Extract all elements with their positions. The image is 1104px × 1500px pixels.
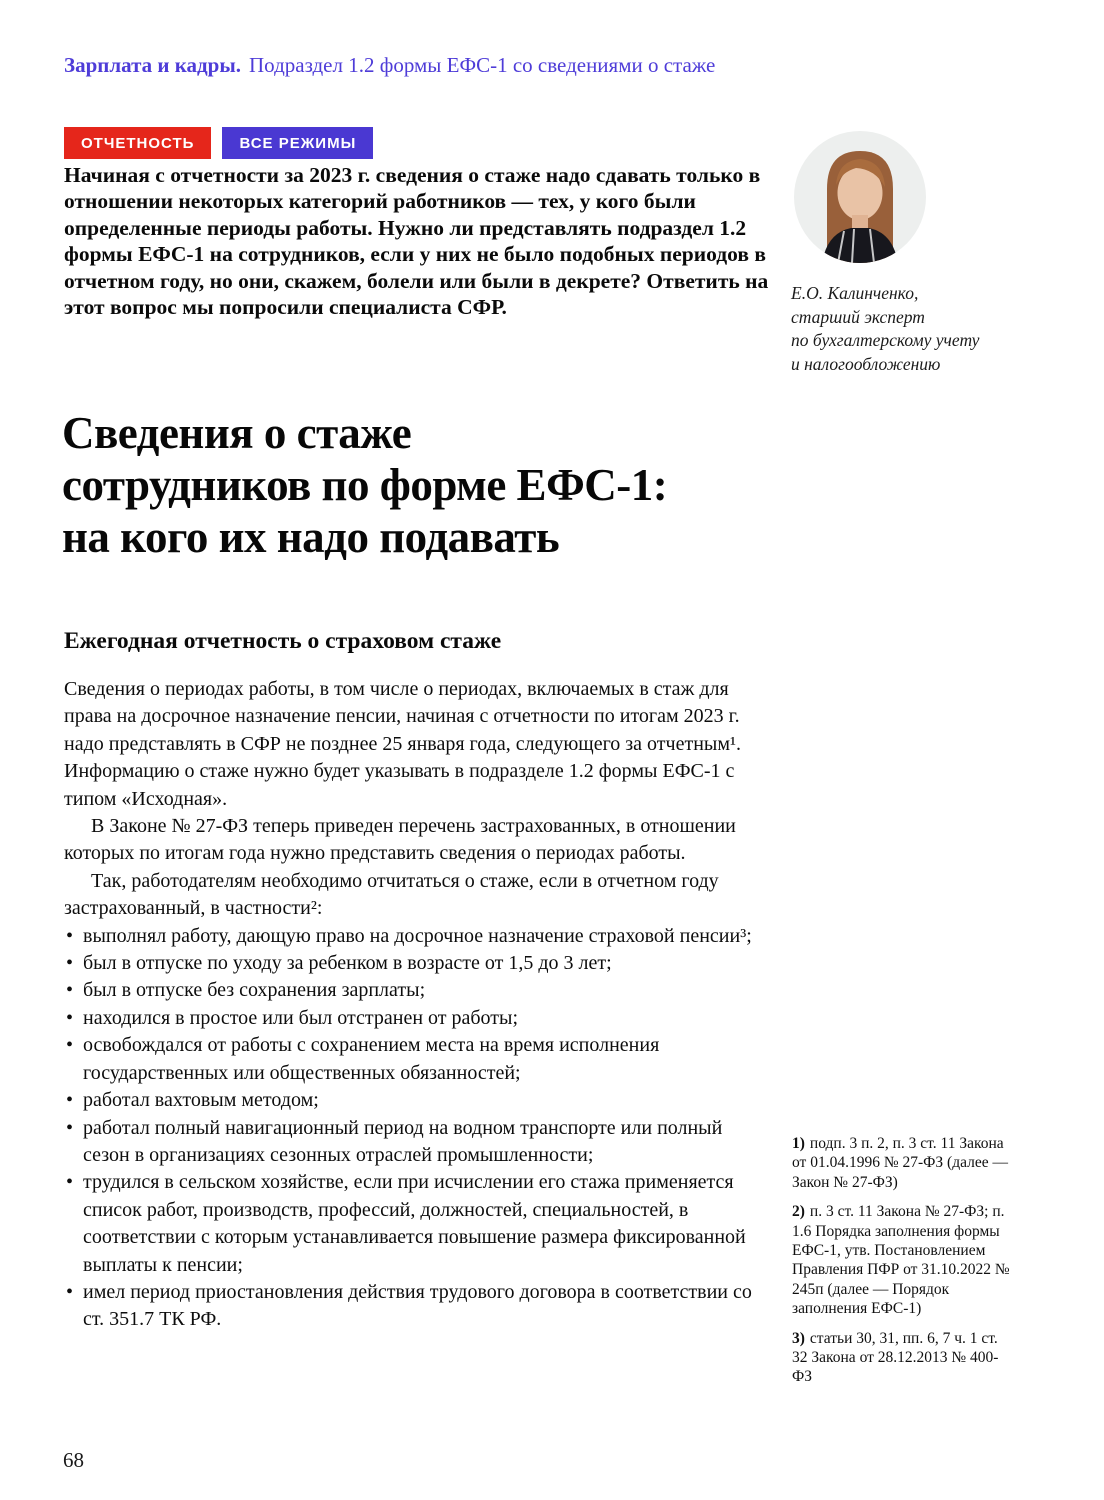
bullet-item: • имел период приостановления действия трудового договора в соответствии со ст. 351.7 ТК РФ. <box>64 1279 765 1334</box>
author-role-line: и налогообложению <box>791 353 941 374</box>
footnote <box>792 1329 1016 1387</box>
page-number: 68 <box>63 1448 84 1472</box>
bullet-item: • трудился в сельском хозяйстве, если при исчислении его стажа применяется список работ, производств, профессий, должностей, специальностей, в соответствии с которым устанавливается повышение размера фиксированной выплаты к пенсии; <box>64 1169 765 1279</box>
footnote-number: 3) <box>792 1329 805 1347</box>
footnote <box>792 1134 1016 1192</box>
footnotes-column <box>792 1134 1016 1397</box>
article-title-line: Сведения о стаже <box>62 408 412 458</box>
footnote-text: статьи 30, 31, пп. 6, 7 ч. 1 ст. 32 Закона от 28.12.2013 № 400-ФЗ <box>792 1329 999 1386</box>
article-title <box>62 407 922 563</box>
author-name: Е.О. Калинченко, <box>791 283 919 303</box>
article-title-line: на кого их надо подавать <box>62 512 560 562</box>
article-body <box>64 676 765 1334</box>
author-photo <box>794 131 926 263</box>
body-paragraph: Так, работодателям необходимо отчитаться о стаже, если в отчетном году застрахованный, в частности²: <box>64 869 719 920</box>
bullet-list <box>64 923 765 1334</box>
body-paragraph: Сведения о периодах работы, в том числе о периодах, включаемых в стаж для права на досрочное назначение пенсии, начиная с отчетности по итогам 2023 г. надо представлять в СФР не позднее 25 января года, следующего за отчетным¹. Информацию о стаже нужно будет указывать в подразделе 1.2 формы ЕФС-1 с типом «Исходная». <box>64 678 742 810</box>
footnote-text: п. 3 ст. 11 Закона № 27-ФЗ; п. 1.6 Порядка заполнения формы ЕФС-1, утв. Постановлением Правления ПФР от 31.10.2022 № 245п (далее — Порядок заполнения ЕФС-1) <box>792 1203 1010 1318</box>
bullet-item: • освобождался от работы с сохранением места на время исполнения государственных или общественных обязанностей; <box>64 1032 765 1087</box>
badge-all-regimes: ВСЕ РЕЖИМЫ <box>222 127 373 159</box>
author-role-line: старший эксперт <box>791 306 925 327</box>
footnote <box>792 1202 1016 1318</box>
kicker-section-label: Зарплата и кадры. <box>64 53 242 77</box>
bullet-item: • был в отпуске по уходу за ребенком в возрасте от 1,5 до 3 лет; <box>64 950 765 977</box>
section-heading: Ежегодная отчетность о страховом стаже <box>64 628 502 654</box>
footnote-text: подп. 3 п. 2, п. 3 ст. 11 Закона от 01.04.1996 № 27-ФЗ (далее — Закон № 27-ФЗ) <box>792 1135 1008 1191</box>
badge-reporting: ОТЧЕТНОСТЬ <box>64 127 211 159</box>
bullet-item: • работал полный навигационный период на водном транспорте или полный сезон в организациях сезонных отраслей промышленности; <box>64 1115 765 1170</box>
body-paragraph: В Законе № 27-ФЗ теперь приведен перечень застрахованных, в отношении которых по итогам года нужно представить сведения о периодах работы. <box>64 815 736 865</box>
author-caption <box>791 282 1021 376</box>
badge-row <box>64 127 373 159</box>
footnote-number: 1) <box>792 1135 805 1152</box>
author-role-line: по бухгалтерскому учету <box>791 330 980 350</box>
bullet-item: • был в отпуске без сохранения зарплаты; <box>64 977 765 1004</box>
article-title-line: сотрудников по форме ЕФС-1: <box>62 460 668 510</box>
bullet-item: • работал вахтовым методом; <box>64 1087 765 1114</box>
kicker-line <box>64 52 1044 78</box>
bullet-item: • находился в простое или был отстранен от работы; <box>64 1005 765 1032</box>
kicker-topic: Подраздел 1.2 формы ЕФС-1 со сведениями о стаже <box>249 53 716 77</box>
portrait-image <box>794 131 926 263</box>
footnote-number: 2) <box>792 1203 805 1221</box>
lead-paragraph: Начиная с отчетности за 2023 г. сведения о стаже надо сдавать только в отношении некоторых категорий работников — тех, у кого были определенные периоды работы. Нужно ли представлять подраздел 1.2 формы ЕФС-1 на сотрудников, если у них не было подобных периодов в отчетном году, но они, скажем, болели или были в декрете? Ответить на этот вопрос мы попросили специалиста СФР. <box>64 163 769 320</box>
bullet-item: • выполнял работу, дающую право на досрочное назначение страховой пенсии³; <box>64 923 765 950</box>
